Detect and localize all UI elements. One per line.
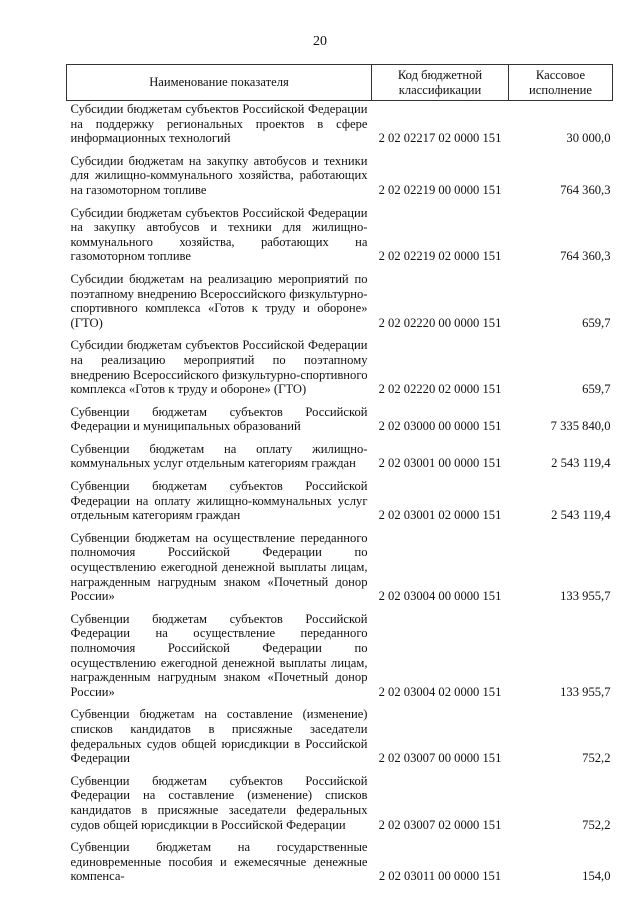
row-amount: 764 360,3 [560, 249, 611, 264]
table-row [67, 268, 613, 334]
row-amount: 659,7 [582, 315, 611, 330]
table-row [67, 401, 613, 438]
row-name: Субсидии бюджетам субъектов Российской Федерации на поддержку региональных проектов в сфере информационных технологий [70, 102, 368, 146]
table-row [67, 608, 613, 704]
row-amount: 7 335 840,0 [550, 419, 611, 434]
row-name: Субвенции бюджетам на оплату жилищно-коммунальных услуг отдельным категориям граждан [70, 441, 368, 471]
table-row [67, 703, 613, 769]
table-row [67, 475, 613, 527]
row-name: Субвенции бюджетам субъектов Российской Федерации на осуществление переданного полномочия Российской Федерации по осуществлению ежегодной денежной выплаты лицам, награжденным нагрудным знаком «Почетный донор России» [70, 611, 368, 699]
row-code: 2 02 03000 00 0000 151 [378, 419, 502, 434]
column-header-code: Код бюджетной классификации [372, 65, 509, 101]
row-code: 2 02 03001 02 0000 151 [378, 508, 502, 523]
row-amount: 2 543 119,4 [551, 456, 611, 471]
column-header-name: Наименование показателя [67, 65, 372, 101]
row-name: Субвенции бюджетам субъектов Российской Федерации на оплату жилищно-коммунальных услуг отдельным категориям граждан [70, 479, 368, 523]
row-name: Субвенции бюджетам на осуществление переданного полномочия Российской Федерации по осуществлению ежегодной денежной выплаты лицам, награжденным нагрудным знаком «Почетный донор России» [70, 530, 368, 604]
row-code: 2 02 03007 00 0000 151 [378, 751, 502, 766]
row-code: 2 02 02220 02 0000 151 [378, 382, 502, 397]
table-row [67, 527, 613, 608]
row-amount: 752,2 [582, 751, 611, 766]
row-name: Субвенции бюджетам субъектов Российской Федерации на составление (изменение) списков кандидатов в присяжные заседатели федеральных судов общей юрисдикции в Российской Федерации [70, 773, 368, 832]
row-code: 2 02 03001 00 0000 151 [378, 456, 502, 471]
row-name: Субсидии бюджетам на закупку автобусов и техники для жилищно-коммунального хозяйства, работающих на газомоторном топливе [70, 153, 368, 197]
row-amount: 2 543 119,4 [551, 508, 611, 523]
table-row [67, 334, 613, 400]
row-amount: 659,7 [582, 382, 611, 397]
row-code: 2 02 02219 02 0000 151 [378, 249, 502, 264]
row-name: Субсидии бюджетам субъектов Российской Федерации на закупку автобусов и техники для жилищно-коммунального хозяйства, работающих на газомоторном топливе [70, 205, 368, 264]
row-amount: 154,0 [582, 869, 611, 884]
table-row [67, 836, 613, 888]
column-header-amount: Кассовое исполнение [509, 65, 613, 101]
table-header-row [67, 65, 613, 101]
row-name: Субвенции бюджетам субъектов Российской Федерации и муниципальных образований [70, 404, 368, 434]
table-row [67, 150, 613, 202]
row-code: 2 02 03004 02 0000 151 [378, 684, 502, 699]
row-code: 2 02 03007 02 0000 151 [378, 817, 502, 832]
budget-execution-table [66, 64, 613, 888]
table-row [67, 202, 613, 268]
table-row [67, 438, 613, 475]
row-code: 2 02 03011 00 0000 151 [378, 869, 502, 884]
row-code: 2 02 02217 02 0000 151 [378, 131, 502, 146]
row-amount: 752,2 [582, 817, 611, 832]
row-name: Субсидии бюджетам субъектов Российской Федерации на реализацию мероприятий по поэтапному внедрению Всероссийского физкультурно-спортивного комплекса «Готов к труду и обороне» (ГТО) [70, 338, 368, 397]
row-code: 2 02 03004 00 0000 151 [378, 589, 502, 604]
row-amount: 764 360,3 [560, 182, 611, 197]
row-name: Субвенции бюджетам на составление (изменение) списков кандидатов в присяжные заседатели федеральных судов общей юрисдикции в Российской Федерации [70, 707, 368, 766]
row-code: 2 02 02219 00 0000 151 [378, 182, 502, 197]
row-name: Субсидии бюджетам на реализацию мероприятий по поэтапному внедрению Всероссийского физкультурно-спортивного комплекса «Готов к труду и обороне» (ГТО) [70, 271, 368, 330]
table-row [67, 101, 613, 150]
table-row [67, 770, 613, 836]
row-name: Субвенции бюджетам на государственные единовременные пособия и ежемесячные денежные компенса- [70, 840, 368, 884]
row-code: 2 02 02220 00 0000 151 [378, 315, 502, 330]
row-amount: 133 955,7 [560, 684, 611, 699]
page-number: 20 [313, 34, 327, 49]
row-amount: 30 000,0 [566, 131, 611, 146]
row-amount: 133 955,7 [560, 589, 611, 604]
